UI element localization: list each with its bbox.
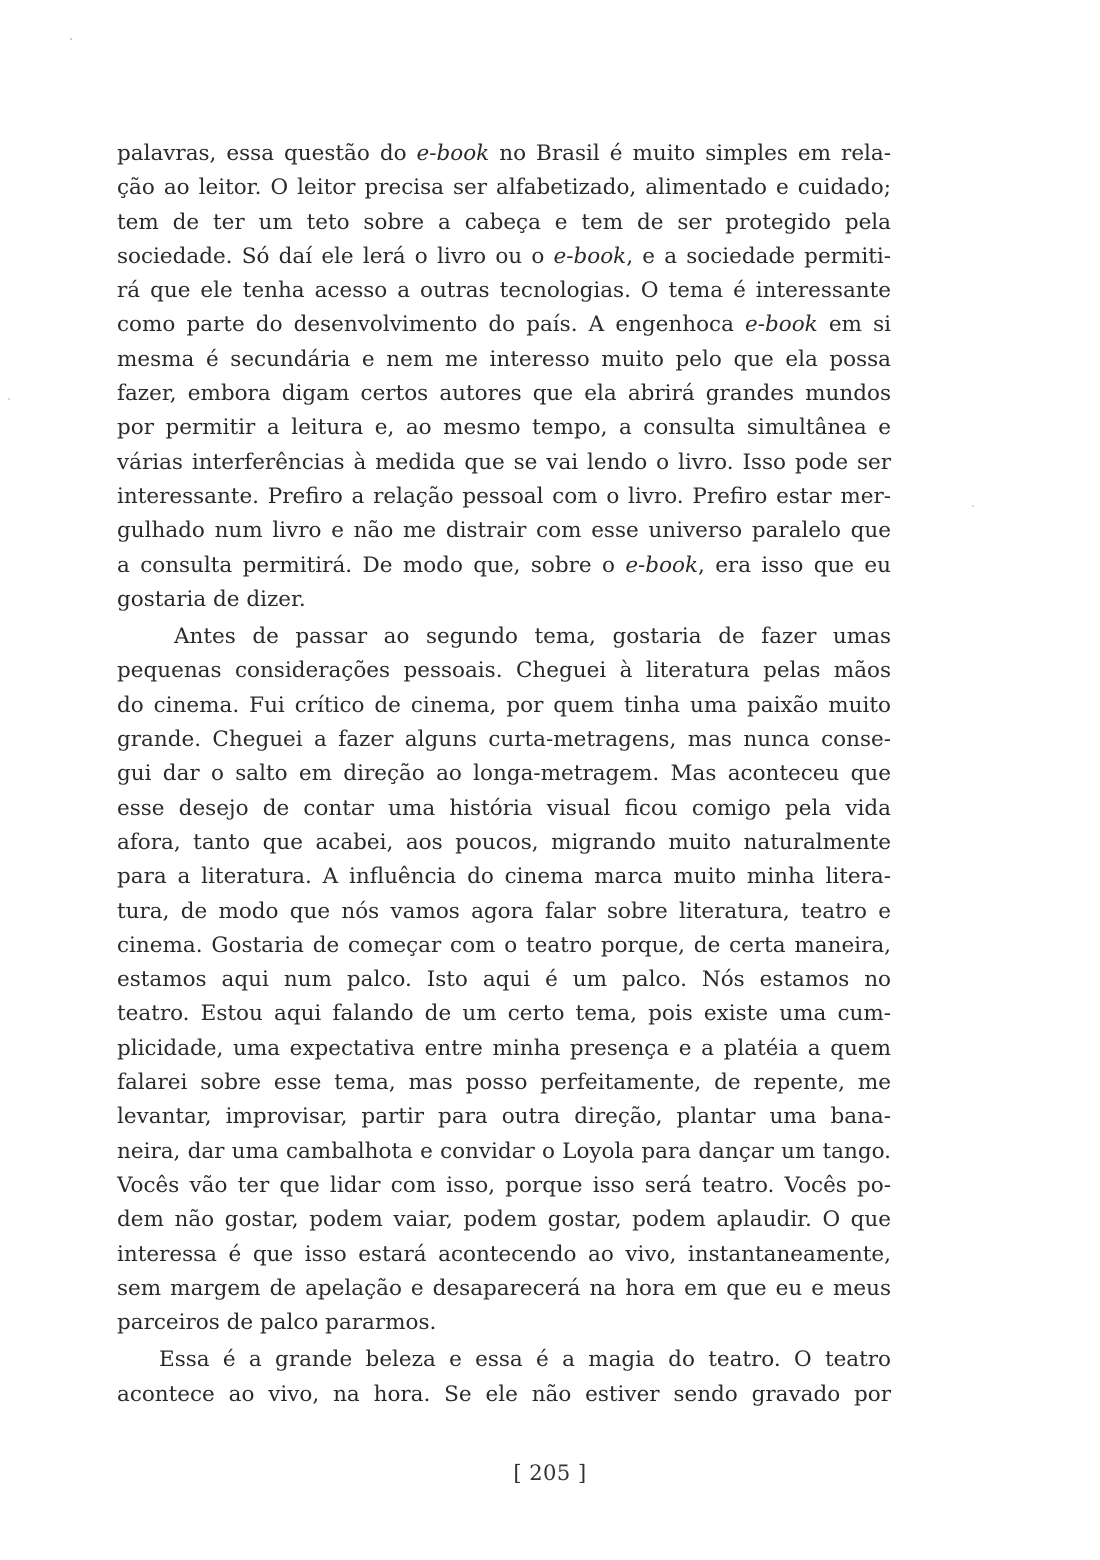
text-line: dem não gostar, podem vaiar, podem gostar, podem aplaudir. O que bbox=[117, 1207, 891, 1233]
text-line: a consulta permitirá. De modo que, sobre o e-book, era isso que eu bbox=[117, 552, 891, 578]
paragraph bbox=[117, 620, 891, 1340]
italic-term: e-book bbox=[416, 141, 490, 166]
body-text bbox=[117, 137, 891, 1412]
italic-term: e-book bbox=[625, 552, 698, 578]
text-line: levantar, improvisar, partir para outra direção, plantar uma bana- bbox=[117, 1104, 891, 1130]
text-line: gulhado num livro e não me distrair com esse universo paralelo que bbox=[117, 518, 891, 544]
text-line: teatro. Estou aqui falando de um certo tema, pois existe uma cum- bbox=[117, 1001, 891, 1027]
text-line: pequenas considerações pessoais. Cheguei à literatura pelas mãos bbox=[117, 658, 891, 684]
text-line: como parte do desenvolvimento do país. A engenhoca e-book em si bbox=[117, 312, 891, 338]
text-line: plicidade, uma expectativa entre minha presença e a platéia a quem bbox=[117, 1035, 891, 1061]
text-line: para a literatura. A influência do cinema marca muito minha litera- bbox=[117, 864, 891, 890]
text-line: gostaria de dizer. bbox=[117, 586, 306, 612]
text-line: sociedade. Só daí ele lerá o livro ou o e-book, e a sociedade permiti- bbox=[117, 243, 891, 269]
paragraph bbox=[117, 137, 891, 617]
text-line: gui dar o salto em direção ao longa-metragem. Mas aconteceu que bbox=[117, 761, 891, 787]
text-line: Essa é a grande beleza e essa é a magia do teatro. O teatro bbox=[159, 1347, 891, 1373]
text-line: acontece ao vivo, na hora. Se ele não estiver sendo gravado por bbox=[117, 1381, 891, 1407]
text-line: fazer, embora digam certos autores que ela abrirá grandes mundos bbox=[117, 381, 891, 407]
italic-term: e-book bbox=[553, 243, 627, 269]
text-line: esse desejo de contar uma história visual ficou comigo pela vida bbox=[117, 795, 891, 821]
text-line: mesma é secundária e nem me interesso muito pelo que ela possa bbox=[117, 346, 891, 372]
paragraph bbox=[117, 1343, 891, 1412]
text-line: grande. Cheguei a fazer alguns curta-metragens, mas nunca conse- bbox=[117, 727, 891, 753]
text-line: tem de ter um teto sobre a cabeça e tem de ser protegido pela bbox=[117, 209, 891, 235]
italic-term: e-book bbox=[745, 312, 818, 338]
text-line: sem margem de apelação e desaparecerá na hora em que eu e meus bbox=[117, 1275, 891, 1301]
text-line: interessa é que isso estará acontecendo ao vivo, instantaneamente, bbox=[117, 1241, 891, 1267]
text-line: palavras, essa questão do e-book no Brasil é muito simples em rela- bbox=[117, 141, 891, 166]
text-line: Antes de passar ao segundo tema, gostaria de fazer umas bbox=[174, 624, 891, 650]
text-line: falarei sobre esse tema, mas posso perfeitamente, de repente, me bbox=[117, 1070, 891, 1096]
text-line: várias interferências à medida que se vai lendo o livro. Isso pode ser bbox=[117, 449, 891, 475]
text-line: interessante. Prefiro a relação pessoal com o livro. Prefiro estar mer- bbox=[117, 483, 891, 509]
text-line: cinema. Gostaria de começar com o teatro porque, de certa maneira, bbox=[117, 932, 891, 958]
text-line: estamos aqui num palco. Isto aqui é um palco. Nós estamos no bbox=[117, 967, 891, 993]
text-line: neira, dar uma cambalhota e convidar o Loyola para dançar um tango. bbox=[117, 1138, 891, 1164]
page-number: [ 205 ] bbox=[513, 1461, 587, 1485]
scan-speck bbox=[70, 38, 72, 40]
text-line: ção ao leitor. O leitor precisa ser alfabetizado, alimentado e cuidado; bbox=[117, 175, 891, 201]
text-line: parceiros de palco pararmos. bbox=[117, 1310, 437, 1336]
text-line: do cinema. Fui crítico de cinema, por quem tinha uma paixão muito bbox=[117, 692, 891, 718]
text-line: Vocês vão ter que lidar com isso, porque isso será teatro. Vocês po- bbox=[117, 1172, 891, 1198]
scan-speck bbox=[8, 398, 10, 400]
text-line: por permitir a leitura e, ao mesmo tempo, a consulta simultânea e bbox=[117, 415, 891, 441]
text-line: afora, tanto que acabei, aos poucos, migrando muito naturalmente bbox=[117, 829, 891, 855]
text-line: rá que ele tenha acesso a outras tecnologias. O tema é interessante bbox=[117, 278, 891, 304]
text-line: tura, de modo que nós vamos agora falar sobre literatura, teatro e bbox=[117, 898, 891, 924]
scan-speck bbox=[972, 505, 974, 507]
